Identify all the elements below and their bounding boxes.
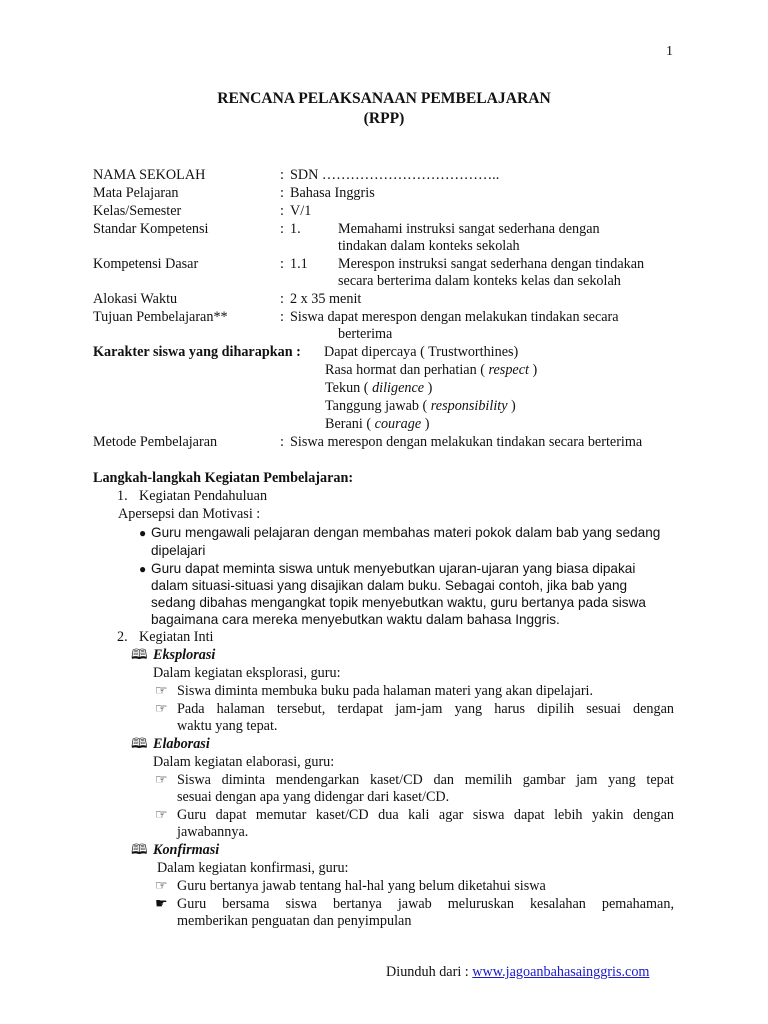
eksplorasi-title: Eksplorasi — [153, 647, 216, 663]
standar-kompetensi-text: tindakan dalam konteks sekolah — [338, 238, 520, 254]
pointing-hand-icon: ☞ — [155, 773, 168, 788]
pointing-hand-icon: ☞ — [155, 702, 168, 717]
eksplorasi-item: waktu yang tepat. — [177, 718, 278, 734]
pointing-hand-icon: ☛ — [155, 897, 168, 912]
page-number: 1 — [666, 44, 673, 59]
elaborasi-item: jawabannya. — [177, 824, 249, 840]
colon: : — [280, 256, 284, 272]
standar-kompetensi-label: Standar Kompetensi — [93, 221, 209, 237]
elaborasi-item: Guru dapat memutar kaset/CD dua kali agar siswa dapat lebih yakin dengan — [177, 807, 674, 823]
footer — [386, 964, 649, 981]
pointing-hand-icon: ☞ — [155, 808, 168, 823]
karakter-item: Dapat dipercaya ( Trustworthines) — [324, 344, 519, 360]
karakter-item: Rasa hormat dan perhatian ( respect ) — [325, 362, 538, 378]
karakter-label: Karakter siswa yang diharapkan : — [93, 344, 301, 360]
kelas-value: V/1 — [290, 203, 312, 219]
inti-number: 2. — [117, 629, 128, 645]
colon: : — [280, 434, 284, 450]
tujuan-text: Siswa dapat merespon dengan melakukan tindakan secara — [290, 309, 619, 325]
nama-sekolah-value: SDN ……………………………….. — [290, 167, 500, 183]
colon: : — [280, 203, 284, 219]
metode-value: Siswa merespon dengan melakukan tindakan secara berterima — [290, 434, 643, 450]
inti-title: Kegiatan Inti — [139, 629, 214, 645]
konfirmasi-item: Guru bersama siswa bertanya jawab meluruskan kesalahan pemahaman, — [177, 896, 674, 912]
pendahuluan-title: Kegiatan Pendahuluan — [139, 488, 268, 504]
bullet-text: dalam situasi-situasi yang disajikan dalam buku. Sebagai contoh, jika bab yang — [151, 578, 628, 593]
bullet-text: sedang dibahas mengangkat topik menyebutkan waktu, guru bertanya pada siswa — [151, 595, 646, 610]
pointing-hand-icon: ☞ — [155, 879, 168, 894]
eksplorasi-intro: Dalam kegiatan eksplorasi, guru: — [153, 665, 341, 681]
kompetensi-dasar-text: Merespon instruksi sangat sederhana dengan tindakan — [338, 256, 645, 272]
karakter-item: Berani ( courage ) — [325, 416, 430, 432]
karakter-term: courage — [374, 416, 422, 432]
bullet-text: bagaimana cara mereka menyebutkan waktu dalam bahasa Inggris. — [151, 612, 560, 627]
tujuan-text: berterima — [338, 326, 393, 342]
document-title: RENCANA PELAKSANAAN PEMBELAJARAN — [217, 90, 551, 107]
open-book-icon: 🕮 — [131, 843, 148, 858]
elaborasi-intro: Dalam kegiatan elaborasi, guru: — [153, 754, 335, 770]
footer-label: Diunduh dari : — [386, 964, 473, 980]
document-subtitle: (RPP) — [363, 110, 405, 127]
bullet-icon: ● — [139, 562, 147, 576]
eksplorasi-item: Siswa diminta membuka buku pada halaman materi yang akan dipelajari. — [177, 683, 594, 699]
colon: : — [280, 309, 284, 325]
karakter-term: diligence — [372, 380, 425, 396]
kompetensi-dasar-number: 1.1 — [290, 256, 308, 272]
tujuan-label: Tujuan Pembelajaran** — [93, 309, 228, 325]
bullet-text: Guru dapat meminta siswa untuk menyebutkan ujaran-ujaran yang biasa dipakai — [151, 561, 636, 576]
kelas-label: Kelas/Semester — [93, 203, 182, 219]
karakter-item: Tanggung jawab ( responsibility ) — [325, 398, 516, 414]
metode-label: Metode Pembelajaran — [93, 434, 218, 450]
mata-pelajaran-label: Mata Pelajaran — [93, 185, 179, 201]
eksplorasi-item: Pada halaman tersebut, terdapat jam-jam yang harus dipilih sesuai dengan — [177, 701, 674, 717]
langkah-heading: Langkah-langkah Kegiatan Pembelajaran: — [93, 470, 354, 486]
nama-sekolah-label: NAMA SEKOLAH — [93, 167, 206, 183]
kompetensi-dasar-label: Kompetensi Dasar — [93, 256, 199, 272]
konfirmasi-item: memberikan penguatan dan penyimpulan — [177, 913, 412, 929]
kompetensi-dasar-text: secara berterima dalam konteks kelas dan sekolah — [338, 273, 621, 289]
standar-kompetensi-number: 1. — [290, 221, 301, 237]
karakter-term: responsibility — [430, 398, 508, 414]
apersepsi-title: Apersepsi dan Motivasi : — [118, 506, 261, 522]
colon: : — [280, 291, 284, 307]
footer-link[interactable]: www.jagoanbahasainggris.com — [472, 964, 650, 980]
bullet-icon: ● — [139, 526, 147, 540]
alokasi-waktu-value: 2 x 35 menit — [290, 291, 362, 307]
elaborasi-item: sesuai dengan apa yang didengar dari kaset/CD. — [177, 789, 450, 805]
open-book-icon: 🕮 — [131, 648, 148, 663]
open-book-icon: 🕮 — [131, 737, 148, 752]
standar-kompetensi-text: Memahami instruksi sangat sederhana dengan — [338, 221, 600, 237]
colon: : — [280, 167, 284, 183]
elaborasi-title: Elaborasi — [153, 736, 210, 752]
colon: : — [280, 221, 284, 237]
mata-pelajaran-value: Bahasa Inggris — [290, 185, 375, 201]
karakter-item: Tekun ( diligence ) — [325, 380, 433, 396]
konfirmasi-title: Konfirmasi — [153, 842, 220, 858]
karakter-term: respect — [488, 362, 529, 378]
colon: : — [280, 185, 284, 201]
bullet-text: dipelajari — [151, 543, 206, 558]
konfirmasi-intro: Dalam kegiatan konfirmasi, guru: — [157, 860, 349, 876]
pointing-hand-icon: ☞ — [155, 684, 168, 699]
pendahuluan-number: 1. — [117, 488, 128, 504]
elaborasi-item: Siswa diminta mendengarkan kaset/CD dan memilih gambar jam yang tepat — [177, 772, 674, 788]
konfirmasi-item: Guru bertanya jawab tentang hal-hal yang belum diketahui siswa — [177, 878, 546, 894]
bullet-text: Guru mengawali pelajaran dengan membahas materi pokok dalam bab yang sedang — [151, 525, 661, 540]
alokasi-waktu-label: Alokasi Waktu — [93, 291, 178, 307]
